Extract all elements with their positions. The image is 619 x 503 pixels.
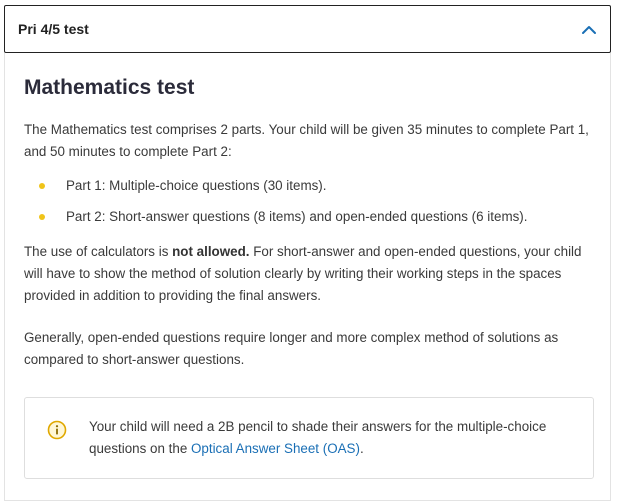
accordion-header[interactable] bbox=[4, 5, 611, 53]
calculators-suffix: For short-answer and open-ended questions, your child will have to show the method of solution clearly by writing their working steps in the spaces provided in addition to providing the final answers. bbox=[24, 244, 582, 303]
list-item-text: Part 2: Short-answer questions (8 items) and open-ended questions (6 items). bbox=[66, 209, 528, 224]
notice-text-after: . bbox=[359, 441, 364, 456]
calculators-emphasis: not allowed. bbox=[172, 244, 250, 259]
list-item bbox=[24, 175, 594, 197]
accordion-title: Pri 4/5 test bbox=[18, 21, 89, 37]
bullet-icon bbox=[39, 214, 45, 220]
chevron-up-icon[interactable] bbox=[581, 22, 597, 38]
intro-paragraph: The Mathematics test comprises 2 parts. Your child will be given 35 minutes to complete Part 1, and 50 minutes to complete Part 2: bbox=[24, 122, 589, 159]
oas-link[interactable]: Optical Answer Sheet (OAS) bbox=[191, 441, 360, 456]
notice-text bbox=[89, 416, 579, 460]
list-item bbox=[24, 206, 594, 228]
info-icon bbox=[47, 420, 67, 440]
calculators-paragraph bbox=[24, 241, 594, 307]
list-item-text: Part 1: Multiple-choice questions (30 items). bbox=[66, 178, 327, 193]
parts-list bbox=[24, 175, 594, 237]
accordion-panel bbox=[4, 53, 611, 501]
calculators-prefix: The use of calculators is bbox=[24, 244, 173, 259]
info-notice bbox=[24, 397, 594, 479]
bullet-icon bbox=[39, 183, 45, 189]
comparison-paragraph: Generally, open-ended questions require longer and more complex method of solutions as compared to short-answer questions. bbox=[24, 330, 559, 367]
notice-text-before: Your child will need a 2B pencil to shade their answers for the multiple-choice questions on the bbox=[89, 419, 547, 456]
section-heading: Mathematics test bbox=[24, 76, 195, 99]
